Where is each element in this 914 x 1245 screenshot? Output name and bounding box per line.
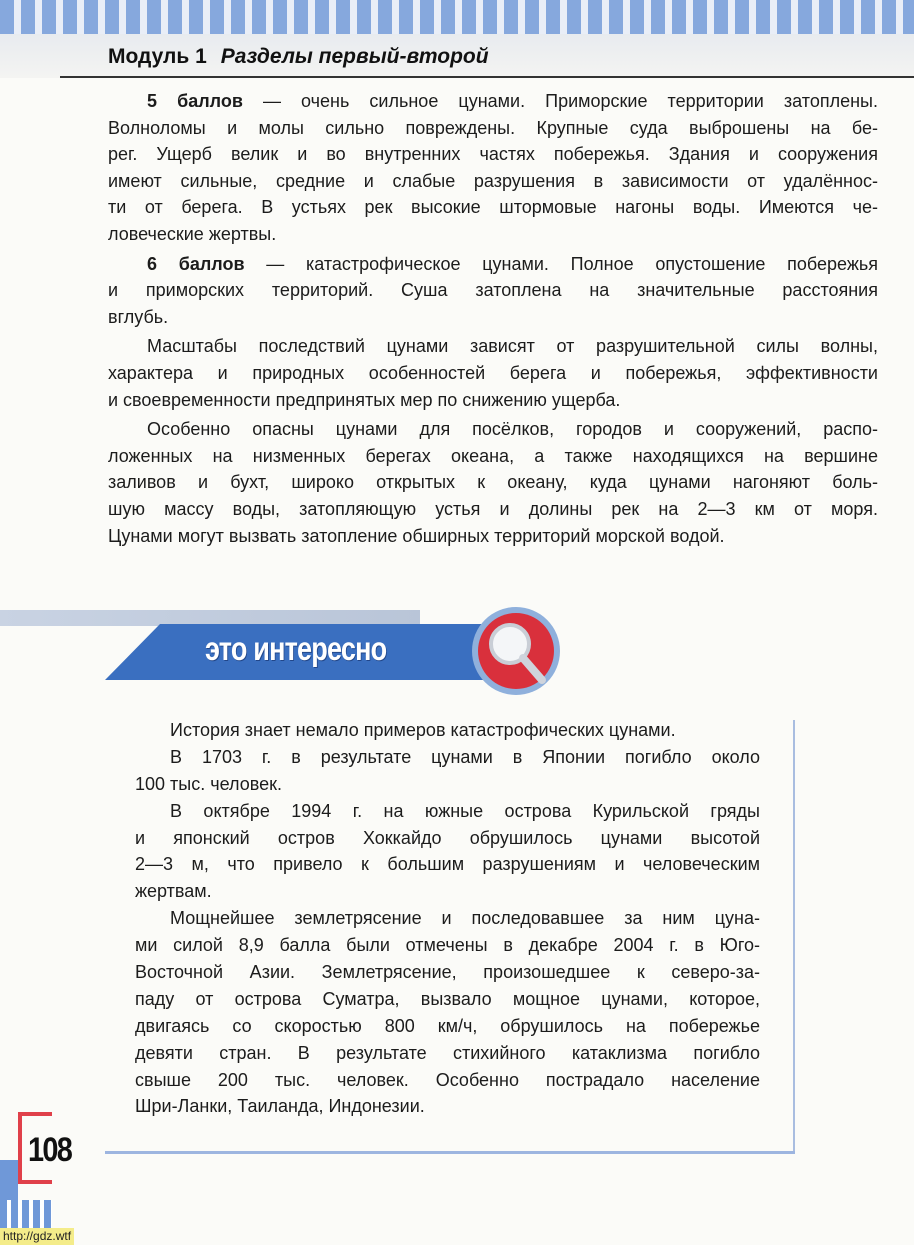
line-text: ми силой 8,9 балла были отмечены в декабре 2004 г. в Юго- xyxy=(135,935,760,956)
text-line xyxy=(135,932,760,959)
line-text: В октябре 1994 г. на южные острова Курильской гряды xyxy=(170,800,760,821)
text-line xyxy=(108,194,878,221)
text-line xyxy=(135,717,760,744)
text-line xyxy=(135,798,760,825)
box-border-right xyxy=(793,720,795,1153)
paragraph xyxy=(135,798,760,906)
line-text: и приморских территорий. Суша затоплена на значительные расстояния xyxy=(108,280,878,301)
running-header xyxy=(108,45,489,69)
page-corner-decoration xyxy=(0,1160,18,1200)
line-text: ловеческие жертвы. xyxy=(108,223,277,244)
header-divider xyxy=(60,76,914,78)
text-line xyxy=(108,115,878,142)
paragraph xyxy=(108,416,878,549)
text-line xyxy=(135,905,760,932)
line-text: Восточной Азии. Землетрясение, произошедшее к северо-за- xyxy=(135,962,760,983)
text-line xyxy=(135,959,760,986)
text-line xyxy=(135,1093,760,1120)
text-line xyxy=(108,88,878,115)
text-line xyxy=(135,986,760,1013)
line-text: паду от острова Суматра, вызвало мощное цунами, которое, xyxy=(135,988,760,1009)
text-line xyxy=(108,360,878,387)
text-line xyxy=(108,277,878,304)
text-line xyxy=(108,221,878,248)
text-line xyxy=(135,825,760,852)
bold-term: 6 баллов xyxy=(147,253,245,274)
paragraph xyxy=(108,251,878,331)
page-number: 108 xyxy=(28,1131,72,1169)
line-text: и своевременности предпринятых мер по снижению ущерба. xyxy=(108,389,621,410)
text-line xyxy=(135,771,760,798)
text-line xyxy=(108,387,878,414)
main-text xyxy=(108,88,878,552)
bottom-stripes-decoration xyxy=(0,1200,52,1230)
line-text: заливов и бухт, широко открытых к океану, куда цунами нагоняют боль- xyxy=(108,472,878,493)
line-text: Особенно опасны цунами для посёлков, городов и сооружений, распо- xyxy=(147,419,878,440)
module-label: Модуль 1 xyxy=(108,45,207,68)
text-line xyxy=(108,469,878,496)
paragraph xyxy=(135,744,760,798)
line-text: вглубь. xyxy=(108,306,169,327)
text-line xyxy=(108,443,878,470)
line-text: шую массу воды, затопляющую устья и долины рек на 2—3 км от моря. xyxy=(108,498,878,519)
text-line xyxy=(135,878,760,905)
interesting-box-text xyxy=(135,717,760,1120)
line-text: характера и природных особенностей берега и побережья, эффективности xyxy=(108,362,878,383)
line-text: История знает немало примеров катастрофических цунами. xyxy=(170,720,676,740)
line-text: 2—3 м, что привело к большим разрушениям и человеческим xyxy=(135,854,760,875)
line-text: и японский остров Хоккайдо обрушилось цунами высотой xyxy=(135,827,760,848)
text-line xyxy=(108,168,878,195)
text-line xyxy=(108,523,878,550)
line-text: Шри-Ланки, Таиланда, Индонезии. xyxy=(135,1096,425,1117)
paragraph xyxy=(135,905,760,1120)
banner-title: это интересно xyxy=(205,630,387,667)
text-line xyxy=(108,416,878,443)
text-line xyxy=(135,1013,760,1040)
text-line xyxy=(108,251,878,278)
line-text: ти от берега. В устьях рек высокие штормовые нагоны воды. Имеются че- xyxy=(108,197,878,218)
text-line xyxy=(135,851,760,878)
line-text: свыше 200 тыс. человек. Особенно пострадало население xyxy=(135,1069,760,1090)
line-text: Волноломы и молы сильно повреждены. Крупные суда выброшены на бе- xyxy=(108,117,878,138)
line-text: девяти стран. В результате стихийного катаклизма погибло xyxy=(135,1042,760,1063)
section-label: Разделы первый-второй xyxy=(220,45,489,68)
paragraph xyxy=(135,717,760,744)
text-line xyxy=(108,333,878,360)
text-line xyxy=(108,304,878,331)
line-text: — очень сильное цунами. Приморские территории затоплены. xyxy=(242,91,878,111)
text-line xyxy=(108,141,878,168)
line-text: В 1703 г. в результате цунами в Японии погибло около xyxy=(170,746,760,767)
line-text: 100 тыс. человек. xyxy=(135,773,282,794)
line-text: имеют сильные, средние и слабые разрушения в зависимости от удалённос- xyxy=(108,170,878,191)
box-border-bottom xyxy=(105,1151,795,1154)
text-line xyxy=(135,1067,760,1094)
line-text: Мощнейшее землетрясение и последовавшее за ним цуна- xyxy=(170,908,760,929)
magnifier-icon xyxy=(468,604,564,700)
banner-strip xyxy=(0,610,420,626)
text-line xyxy=(135,1040,760,1067)
line-text: Масштабы последствий цунами зависят от разрушительной силы волны, xyxy=(147,336,878,357)
line-text: жертвам. xyxy=(135,881,212,902)
text-line xyxy=(108,496,878,523)
text-line xyxy=(135,744,760,771)
bold-term: 5 баллов xyxy=(147,91,243,111)
line-text: рег. Ущерб велик и во внутренних частях побережья. Здания и сооружения xyxy=(108,144,878,165)
line-text: ложенных на низменных берегах океана, а также находящихся на вершине xyxy=(108,445,878,466)
line-text: двигаясь со скоростью 800 км/ч, обрушилось на побережье xyxy=(135,1015,760,1036)
line-text: Цунами могут вызвать затопление обширных территорий морской водой. xyxy=(108,525,725,546)
paragraph xyxy=(108,333,878,413)
paragraph xyxy=(108,88,878,248)
watermark-link[interactable]: http://gdz.wtf xyxy=(0,1228,74,1245)
line-text: — катастрофическое цунами. Полное опустошение побережья xyxy=(244,253,878,274)
top-stripes-decoration xyxy=(0,0,914,34)
